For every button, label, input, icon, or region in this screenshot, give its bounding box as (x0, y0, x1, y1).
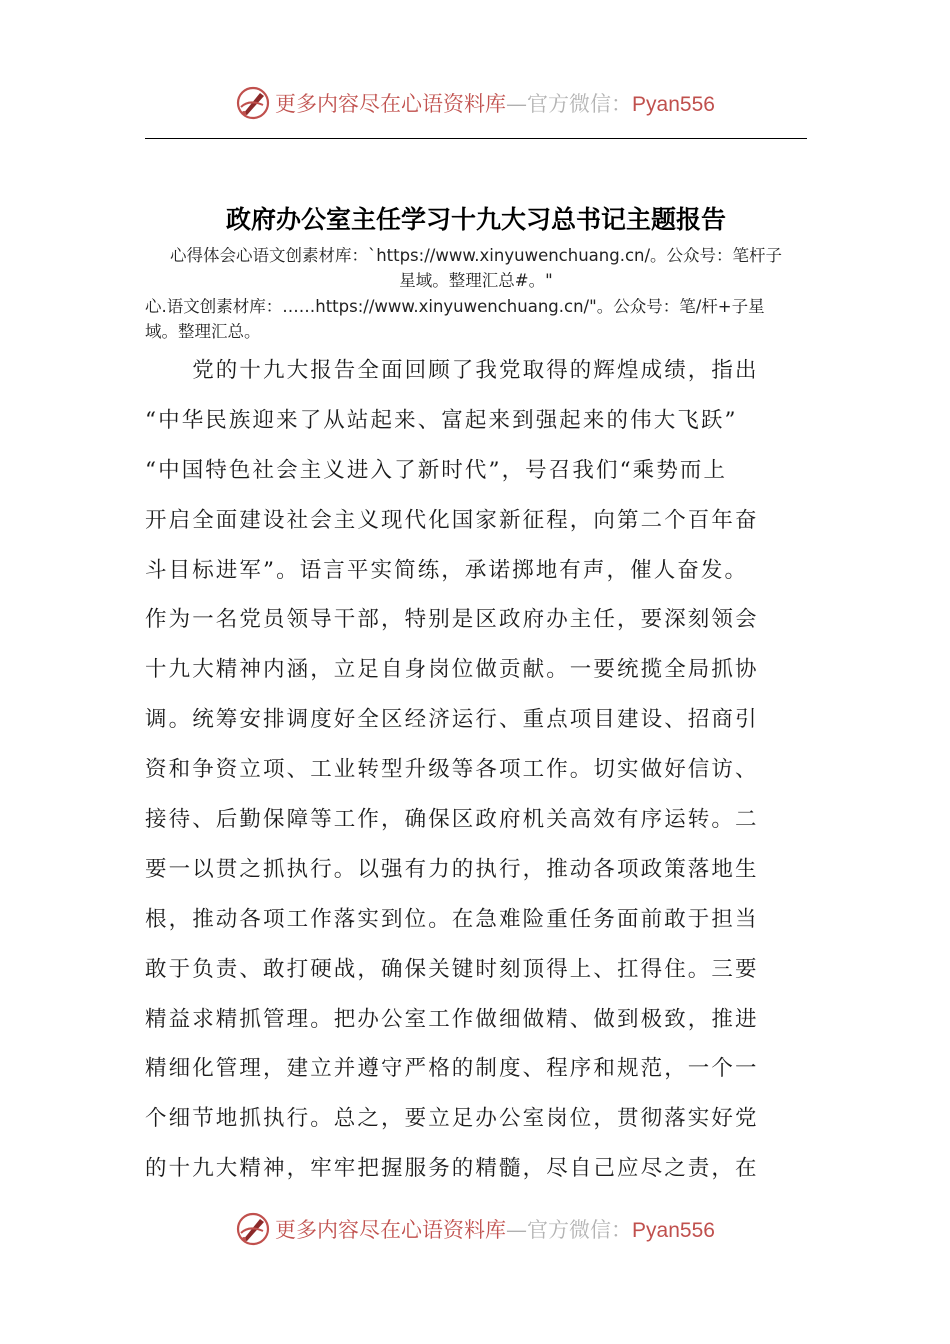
source-note-1 (145, 243, 807, 293)
banner-site-text: 更多内容尽在心语资料库 (275, 92, 507, 116)
body-paragraph (145, 346, 807, 1194)
banner-wechat-label: 官方微信： (527, 92, 633, 116)
document-title: 政府办公室主任学习十九大习总书记主题报告 (225, 205, 726, 234)
banner-dash: — (506, 92, 528, 116)
body-line: 敢于负责、敢打硬战，确保关键时刻顶得上、扛得住。三要 (145, 956, 759, 982)
body-line: 调。统筹安排调度好全区经济运行、重点项目建设、招商引 (145, 707, 759, 733)
body-line: 要一以贯之抓执行。以强有力的执行，推动各项政策落地生 (145, 856, 759, 882)
body-line: “中华民族迎来了从站起来、富起来到强起来的伟大飞跃” (145, 407, 738, 433)
quill-logo-icon (235, 85, 271, 121)
body-line: 十九大精神内涵，立足自身岗位做贡献。一要统揽全局抓协 (145, 657, 759, 683)
body-line: 的十九大精神，牢牢把握服务的精髓，尽自己应尽之责，在 (145, 1156, 759, 1182)
header-banner (0, 78, 950, 128)
footer-banner (0, 1204, 950, 1254)
source-note-1-line-a: 心得体会心语文创素材库：`https://www.xinyuwenchuang.cn/。公众号：笔杆子 (169, 246, 783, 265)
banner-wechat-label: 官方微信： (527, 1218, 633, 1242)
banner-wechat-id: Pyan556 (632, 1219, 715, 1242)
source-note-1-line-b: 星域。整理汇总#。" (399, 271, 553, 290)
body-line: “中国特色社会主义进入了新时代”，号召我们“乘势而上 (145, 457, 728, 483)
banner-wechat-id: Pyan556 (632, 93, 715, 116)
body-line: 作为一名党员领导干部，特别是区政府办主任，要深刻领会 (145, 607, 759, 633)
banner-dash: — (506, 1218, 528, 1242)
body-line: 开启全面建设社会主义现代化国家新征程，向第二个百年奋 (145, 507, 759, 533)
banner-site-text: 更多内容尽在心语资料库 (275, 1218, 507, 1242)
header-rule (145, 138, 807, 139)
body-line: 精细化管理，建立并遵守严格的制度、程序和规范，一个一 (145, 1056, 759, 1082)
body-line: 接待、后勤保障等工作，确保区政府机关高效有序运转。二 (145, 807, 759, 833)
quill-logo-icon (235, 1211, 271, 1247)
body-line: 精益求精抓管理。把办公室工作做细做精、做到极致，推进 (145, 1006, 759, 1032)
body-line: 斗目标进军”。语言平实简练，承诺掷地有声，催人奋发。 (145, 557, 749, 583)
body-line: 个细节地抓执行。总之，要立足办公室岗位，贯彻落实好党 (145, 1106, 759, 1132)
source-note-2 (145, 294, 807, 344)
body-line: 党的十九大报告全面回顾了我党取得的辉煌成绩，指出 (145, 358, 759, 383)
source-note-2-line-a: 心.语文创素材库：……https://www.xinyuwenchuang.cn/"。公众号：笔/杆+子星 (145, 297, 765, 316)
body-line: 资和争资立项、工业转型升级等各项工作。切实做好信访、 (145, 757, 759, 783)
body-line: 根，推动各项工作落实到位。在急难险重任务面前敢于担当 (145, 906, 759, 932)
source-note-2-line-b: 域。整理汇总。 (145, 322, 261, 341)
